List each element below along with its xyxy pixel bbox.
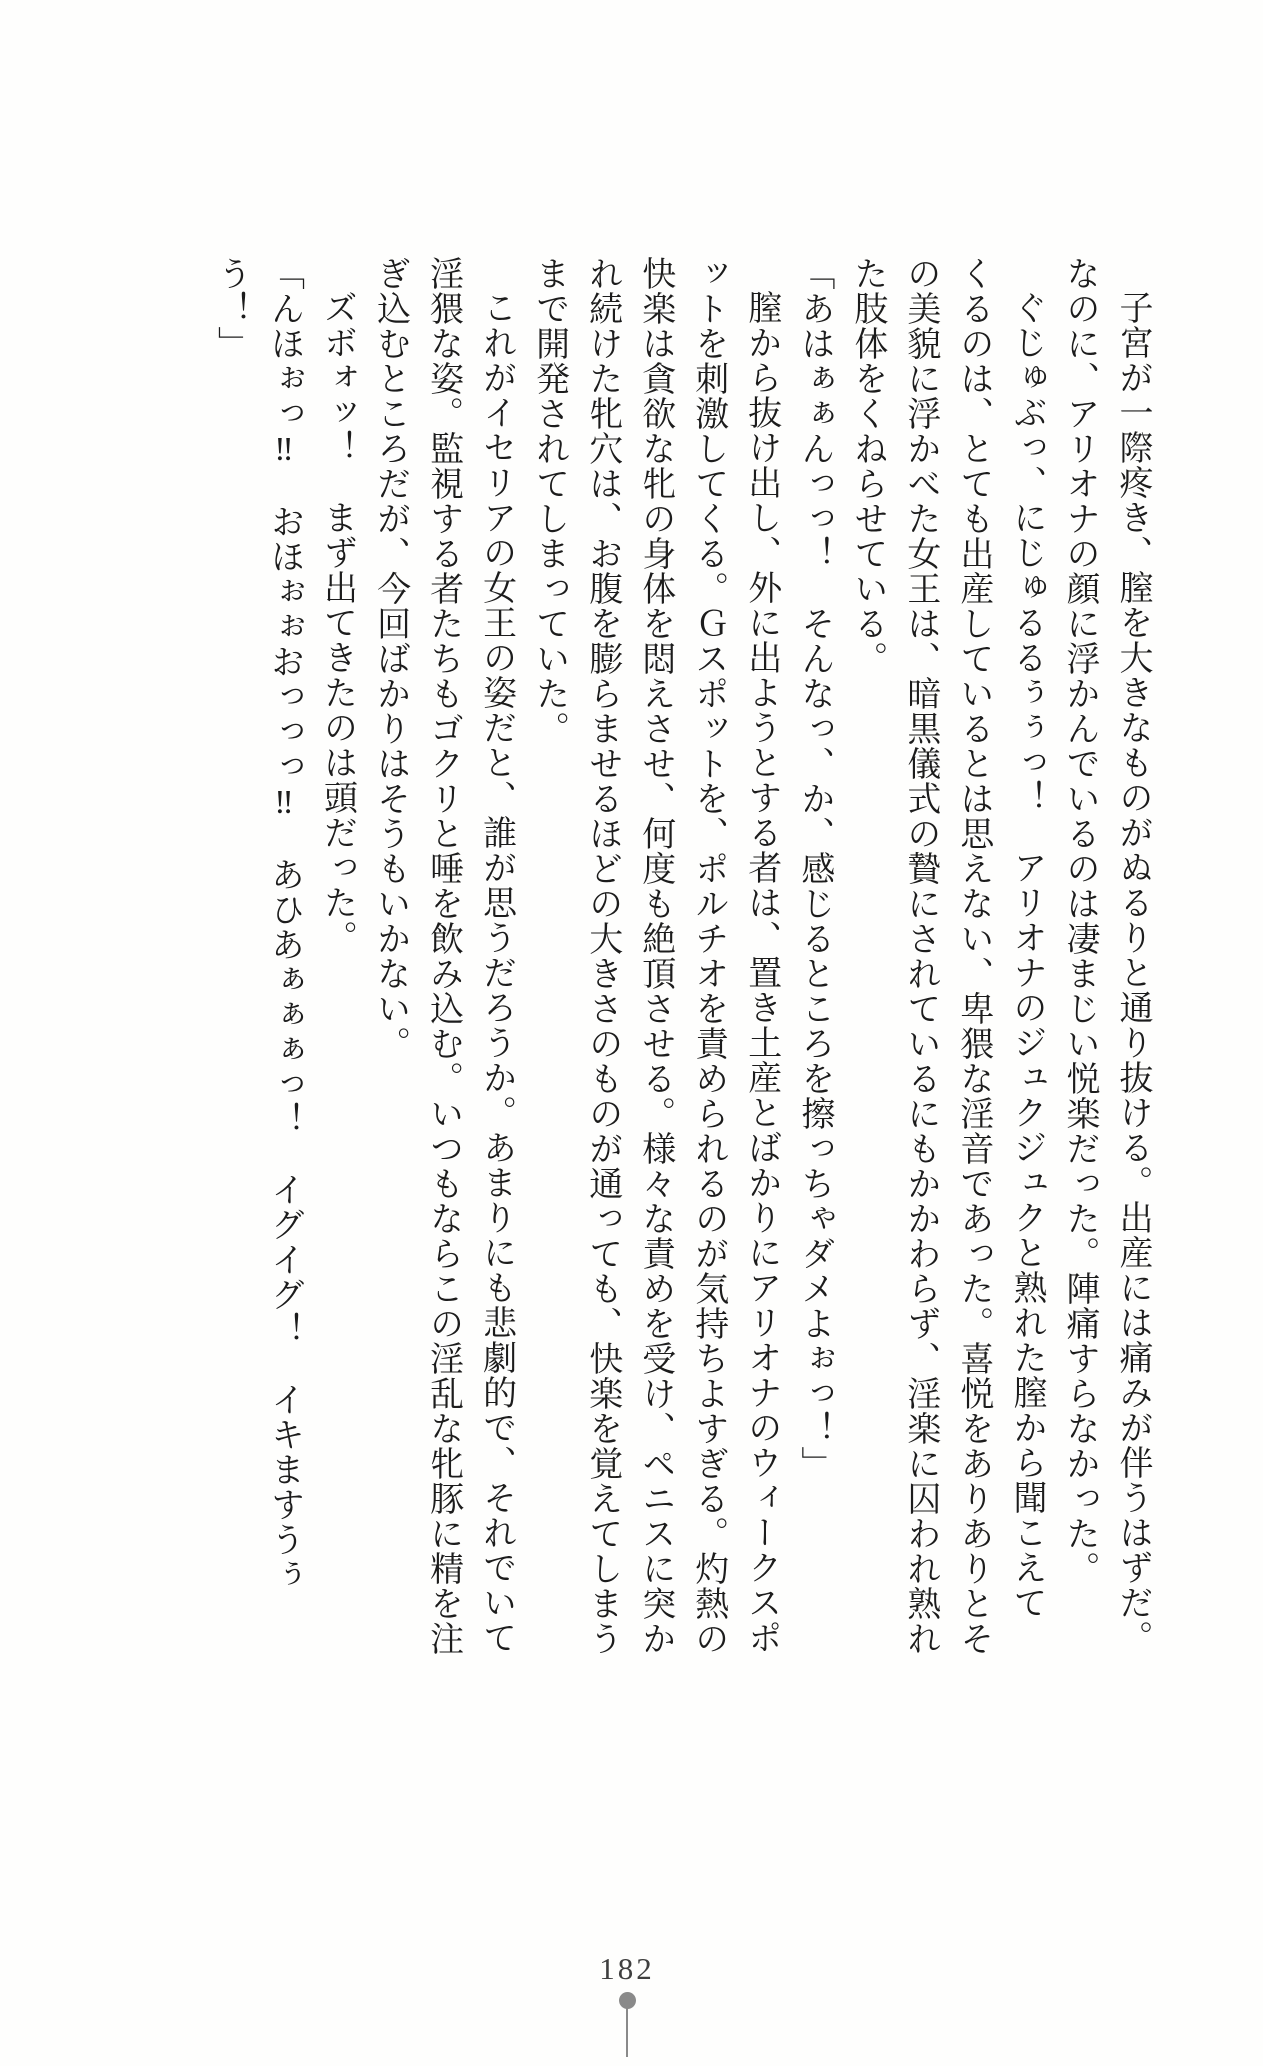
text-line: これがイセリアの女王の姿だと、誰が思うだろうか。あまりにも悲劇的で、それでいて	[477, 290, 515, 1655]
bullet-ornament-icon	[0, 1992, 1254, 2066]
text-line: ぐじゅぶっ、にじゅるるぅぅっ！ アリオナのジュクジュクと熟れた膣から聞こえて	[1007, 290, 1045, 1620]
text-line: れ続けた牝穴は、お腹を膨らませるほどの大きさのものが通っても、快楽を覚えてしまう	[583, 256, 621, 1656]
text-line: ぎ込むところだが、今回ばかりはそうもいかない。	[371, 256, 409, 1061]
text-line: 子宮が一際疼き、膣を大きなものがぬるりと通り抜ける。出産には痛みが伴うはずだ。	[1114, 290, 1151, 1655]
text-line: なのに、アリオナの顔に浮かんでいるのは凄まじい悦楽だった。陣痛すらなかった。	[1060, 256, 1098, 1586]
text-line: ットを刺激してくる。Ｇスポットを、ポルチオを責められるのが気持ちよすぎる。灼熱の	[689, 256, 727, 1656]
page-number: 182	[599, 1951, 655, 1986]
text-line: 快楽は貪欲な牝の身体を悶えさせ、何度も絶頂させる。様々な責めを受け、ペニスに突か	[636, 256, 674, 1656]
text-line: くるのは、とても出産しているとは思えない、卑猥な淫音であった。喜悦をありありとそ	[954, 256, 992, 1656]
text-line: の美貌に浮かべた女王は、暗黒儀式の贄にされているにもかかわらず、淫楽に囚われ熟れ	[901, 256, 939, 1656]
text-line: ズボォッ！ まず出てきたのは頭だった。	[318, 290, 356, 955]
ornament-dot	[619, 1992, 636, 2009]
text-line: まで開発されてしまっていた。	[530, 256, 568, 746]
text-line: 「んほぉっ‼ おほぉぉおっっっ‼ あひあぁぁぁっ！ イグイグ！ イキますうぅ	[265, 256, 303, 1592]
text-line: た肢体をくねらせている。	[848, 256, 886, 676]
text-line: 「あはぁぁんっっ！ そんなっ、か、感じるところを擦っちゃダメよぉっ！」	[795, 256, 833, 1481]
ornament-stem	[626, 2008, 628, 2057]
text-line: う！」	[212, 256, 250, 361]
page-footer	[0, 1951, 1263, 2066]
text-line: 膣から抜け出し、外に出ようとする者は、置き土産とばかりにアリオナのウィークスポ	[742, 290, 780, 1655]
text-line: 淫猥な姿。監視する者たちもゴクリと唾を飲み込む。いつもならこの淫乱な牝豚に精を注	[424, 256, 462, 1656]
vertical-text-block	[204, 256, 1159, 1676]
